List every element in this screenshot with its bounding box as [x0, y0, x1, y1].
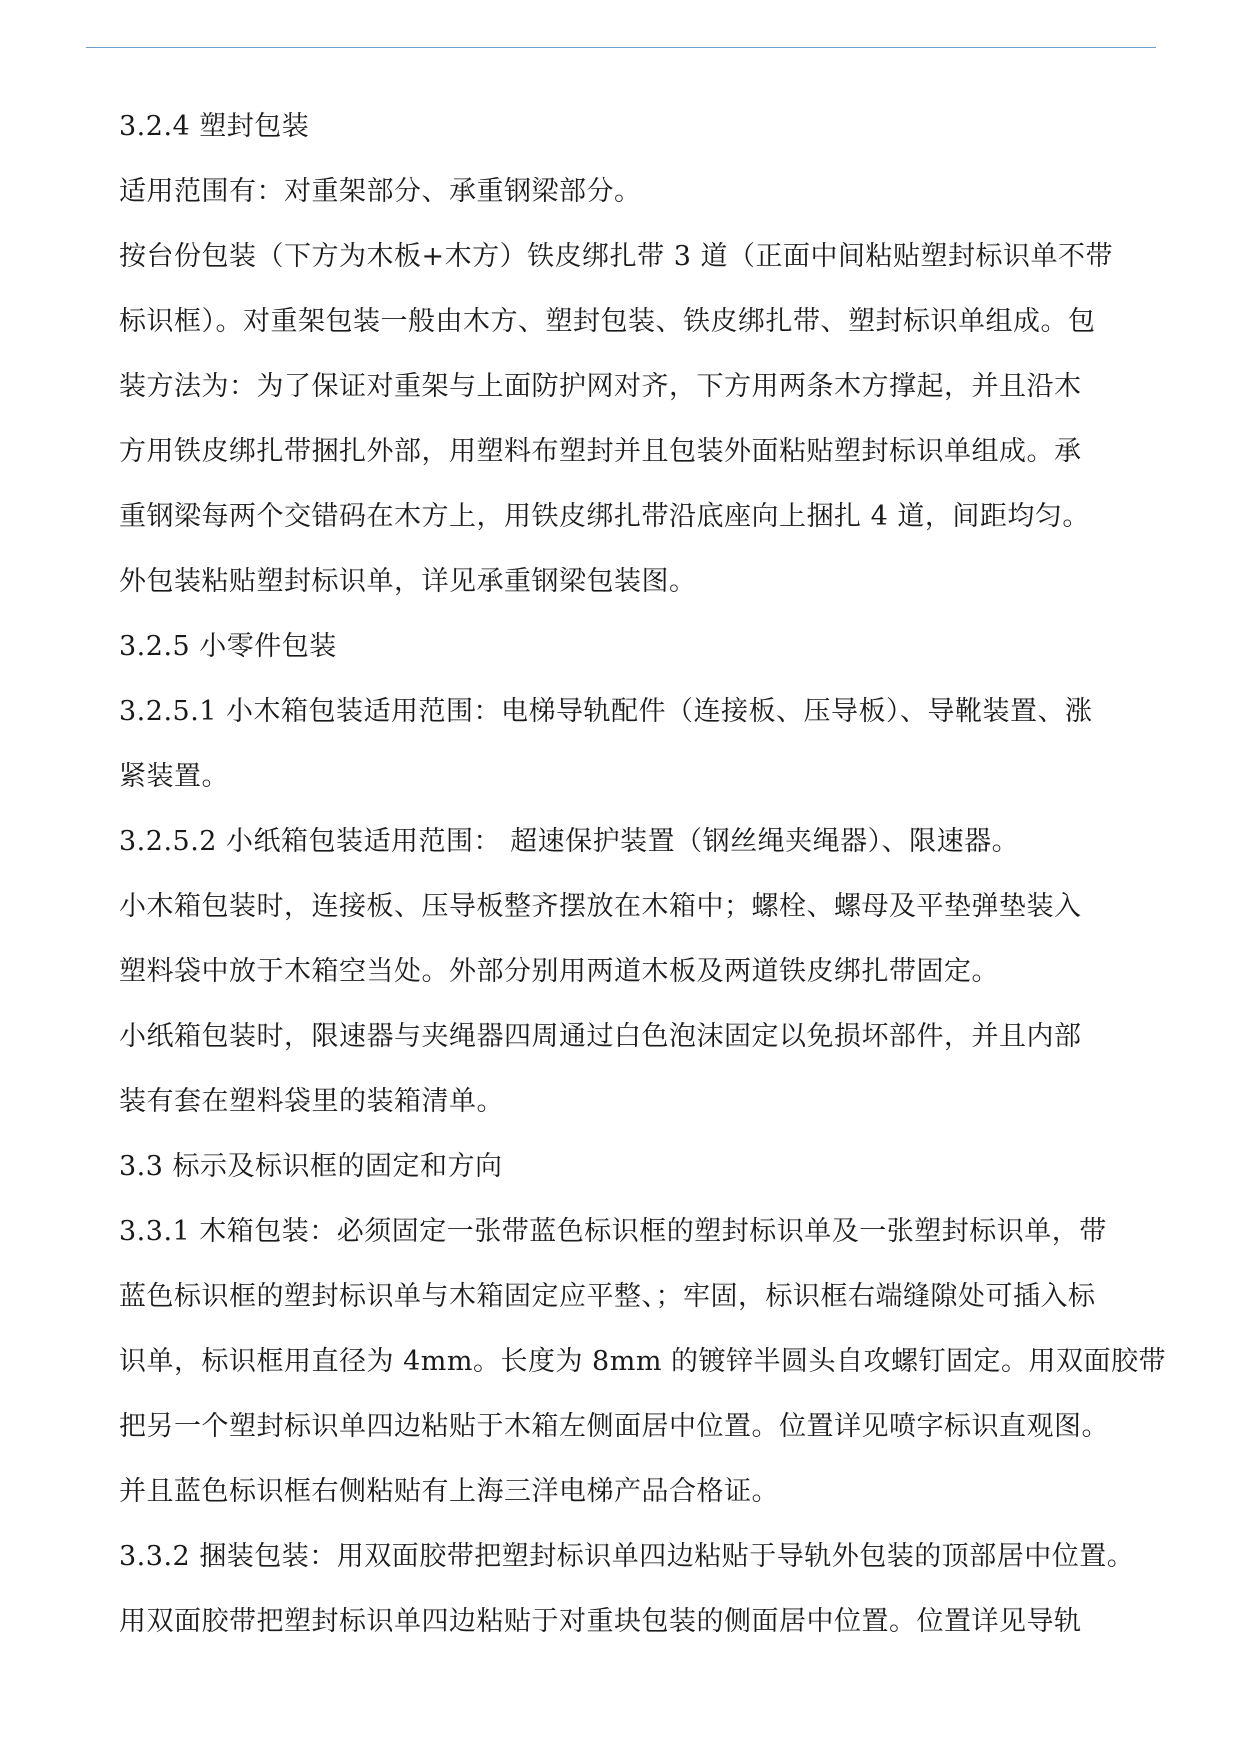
section-heading-3-2-5: 3.2.5 小零件包装: [119, 631, 337, 662]
paragraph-line: 识单，标识框用直径为 4mm。长度为 8mm 的镀锌半圆头自攻螺钉固定。用双面胶带: [119, 1346, 1167, 1377]
paragraph-line: 小木箱包装时，连接板、压导板整齐摆放在木箱中；螺栓、螺母及平垫弹垫装入: [119, 891, 1082, 922]
section-heading-3-3: 3.3 标示及标识框的固定和方向: [119, 1151, 503, 1182]
paragraph-line: 重钢梁每两个交错码在木方上，用铁皮绑扎带沿底座向上捆扎 4 道，间距均匀。: [119, 501, 1090, 532]
paragraph-line: 3.3.2 捆装包装：用双面胶带把塑封标识单四边粘贴于导轨外包装的顶部居中位置。: [119, 1541, 1135, 1572]
paragraph-line: 装有套在塑料袋里的装箱清单。: [119, 1086, 504, 1117]
paragraph-line: 塑料袋中放于木箱空当处。外部分别用两道木板及两道铁皮绑扎带固定。: [119, 956, 999, 987]
section-heading-3-2-4: 3.2.4 塑封包装: [119, 111, 310, 142]
paragraph-line: 用双面胶带把塑封标识单四边粘贴于对重块包装的侧面居中位置。位置详见导轨: [119, 1606, 1082, 1637]
paragraph-line: 装方法为：为了保证对重架与上面防护网对齐，下方用两条木方撑起，并且沿木: [119, 371, 1082, 402]
paragraph-line: 3.3.1 木箱包装：必须固定一张带蓝色标识框的塑封标识单及一张塑封标识单，带: [119, 1216, 1107, 1247]
paragraph-line: 3.2.5.2 小纸箱包装适用范围： 超速保护装置（钢丝绳夹绳器）、限速器。: [119, 826, 1020, 857]
paragraph-line: 把另一个塑封标识单四边粘贴于木箱左侧面居中位置。位置详见喷字标识直观图。: [119, 1411, 1109, 1442]
paragraph-line: 并且蓝色标识框右侧粘贴有上海三洋电梯产品合格证。: [119, 1476, 779, 1507]
paragraph-line: 小纸箱包装时，限速器与夹绳器四周通过白色泡沫固定以免损坏部件，并且内部: [119, 1021, 1082, 1052]
paragraph-line: 3.2.5.1 小木箱包装适用范围：电梯导轨配件（连接板、压导板）、导靴装置、涨: [119, 696, 1093, 727]
document-body: [119, 94, 1167, 1654]
header-rule: [86, 47, 1156, 48]
paragraph-line: 方用铁皮绑扎带捆扎外部，用塑料布塑封并且包装外面粘贴塑封标识单组成。承: [119, 436, 1082, 467]
paragraph-line: 按台份包装（下方为木板+木方）铁皮绑扎带 3 道（正面中间粘贴塑封标识单不带: [119, 241, 1113, 272]
paragraph-line: 适用范围有：对重架部分、承重钢梁部分。: [119, 176, 642, 207]
paragraph-line: 标识框）。对重架包装一般由木方、塑封包装、铁皮绑扎带、塑封标识单组成。包: [119, 306, 1096, 337]
paragraph-line: 外包装粘贴塑封标识单，详见承重钢梁包装图。: [119, 566, 697, 597]
paragraph-line: 蓝色标识框的塑封标识单与木箱固定应平整、；牢固，标识框右端缝隙处可插入标: [119, 1281, 1096, 1312]
paragraph-line: 紧装置。: [119, 761, 229, 792]
